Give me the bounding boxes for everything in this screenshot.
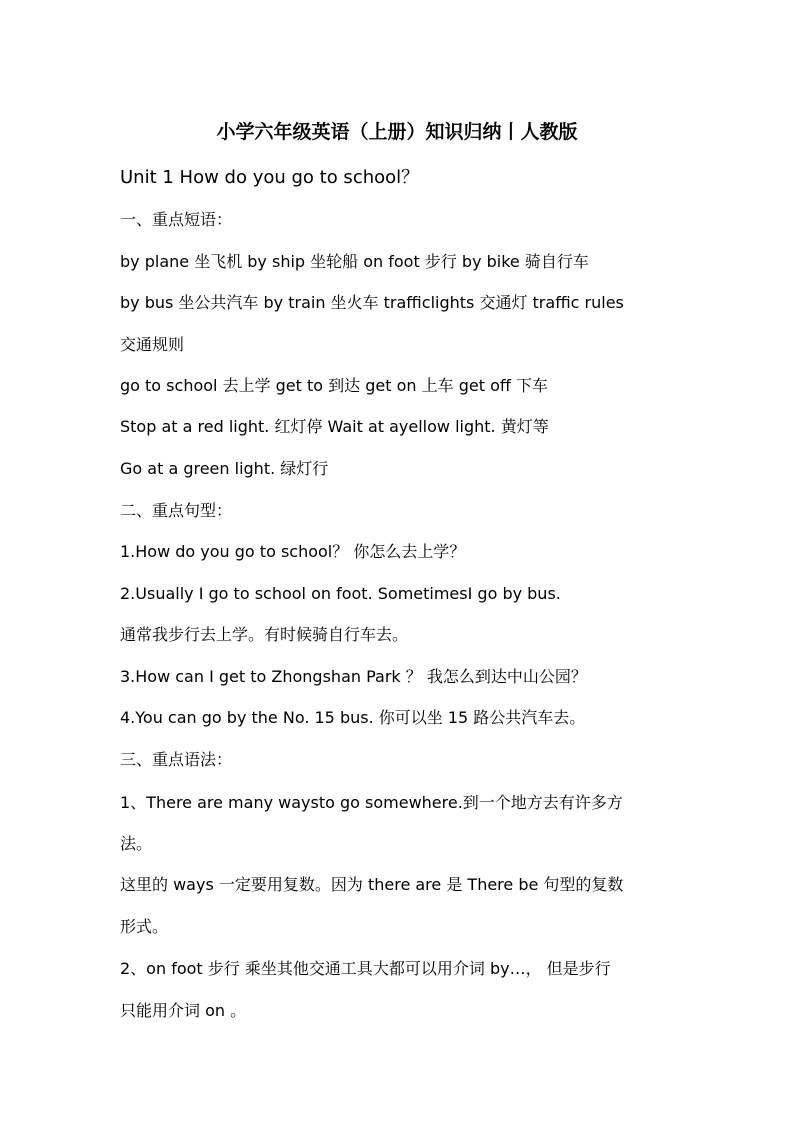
text-line: Go at a green light. 绿灯行 <box>120 459 329 478</box>
unit-heading: Unit 1 How do you go to school？ <box>120 167 420 188</box>
text-line: go to school 去上学 get to 到达 get on 上车 get off 下车 <box>120 376 548 395</box>
text-line: by plane 坐飞机 by ship 坐轮船 on foot 步行 by bike 骑自行车 <box>120 252 589 271</box>
text-line: 2、on foot 步行 乘坐其他交通工具大都可以用介词 by…， 但是步行 <box>120 959 611 978</box>
text-line: 1.How do you go to school？ 你怎么去上学？ <box>120 542 466 561</box>
text-line: 形式。 <box>120 917 169 936</box>
section-heading-sentences: 二、重点句型： <box>120 501 233 520</box>
text-line: 交通规则 <box>120 335 185 354</box>
text-line: 通常我步行去上学。有时候骑自行车去。 <box>120 625 409 644</box>
text-line: 1、There are many waysto go somewhere.到一个地方去有许多方 <box>120 793 623 812</box>
text-line: 2.Usually I go to school on foot. SometimesI go by bus. <box>120 584 561 603</box>
document-title: 小学六年级英语（上册）知识归纳丨人教版 <box>216 121 578 143</box>
text-line: 法。 <box>120 834 153 853</box>
text-line: Stop at a red light. 红灯停 Wait at ayellow light. 黄灯等 <box>120 417 549 436</box>
text-line: 3.How can I get to Zhongshan Park ？ 我怎么到达中山公园？ <box>120 667 587 686</box>
text-line: 只能用介词 on 。 <box>120 1001 247 1020</box>
section-heading-phrases: 一、重点短语： <box>120 210 233 229</box>
text-line: by bus 坐公共汽车 by train 坐火车 trafficlights 交通灯 traffic rules <box>120 293 624 312</box>
section-heading-grammar: 三、重点语法： <box>120 750 233 769</box>
text-line: 这里的 ways 一定要用复数。因为 there are 是 There be 句型的复数 <box>120 875 624 894</box>
text-line: 4.You can go by the No. 15 bus. 你可以坐 15 路公共汽车去。 <box>120 708 586 727</box>
